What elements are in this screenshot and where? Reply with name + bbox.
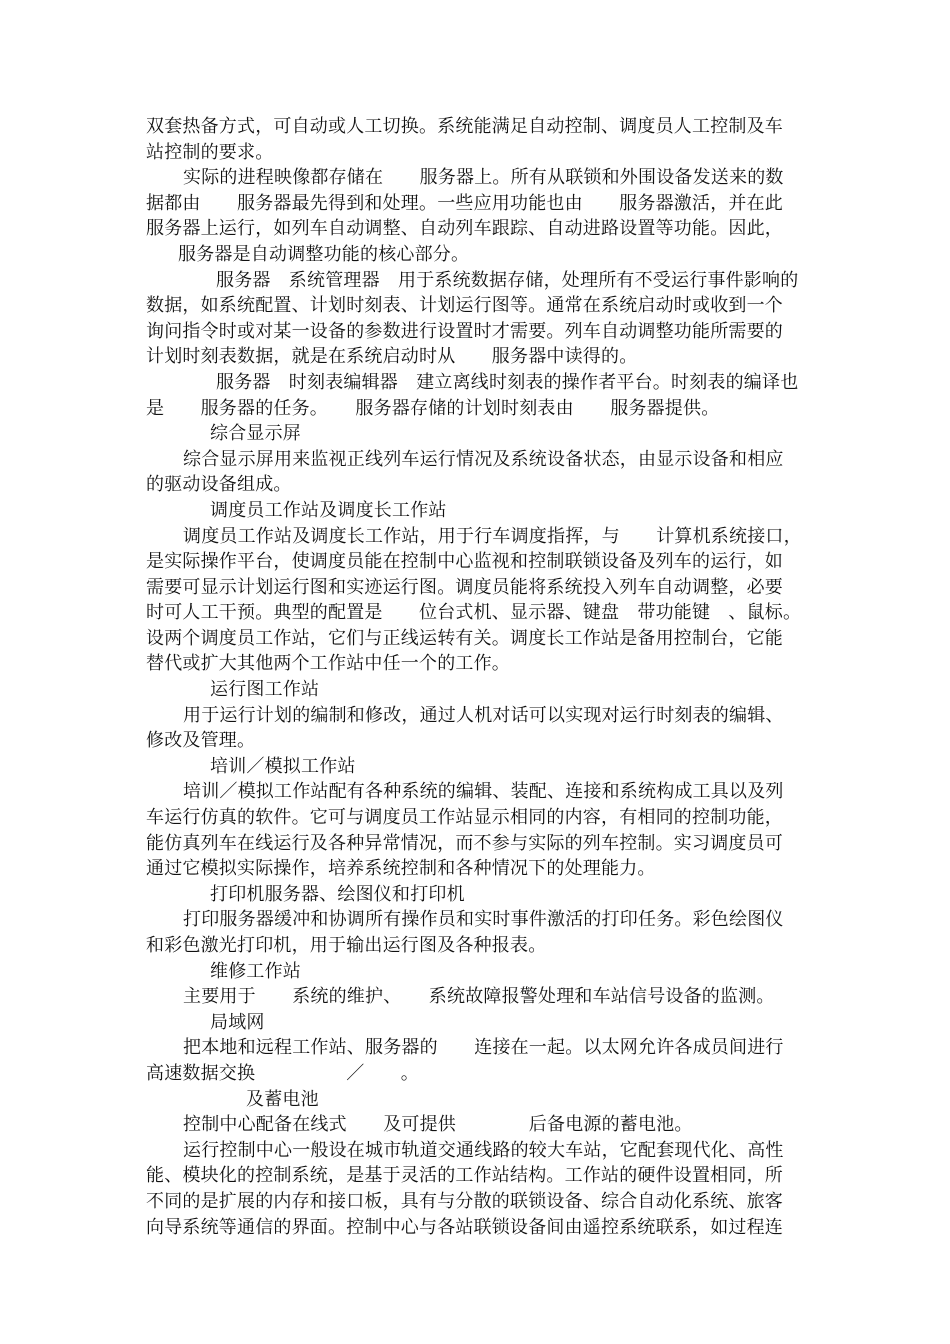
text-line: 是实际操作平台，使调度员能在控制中心监视和控制联锁设备及列车的运行，如 xyxy=(146,551,783,573)
text-line: 询问指令时或对某一设备的参数进行设置时才需要。列车自动调整功能所需要的 xyxy=(146,320,783,342)
text-line: 用于运行计划的编制和修改，通过人机对话可以实现对运行时刻表的编辑、 xyxy=(183,704,784,726)
text-line: 的驱动设备组成。 xyxy=(146,474,292,496)
text-line: 控制中心配备在线式 及可提供 后备电源的蓄电池。 xyxy=(183,1114,693,1136)
text-line: 服务器 时刻表编辑器 建立离线时刻表的操作者平台。时刻表的编译也 xyxy=(216,371,799,393)
text-line: 能仿真列车在线运行及各种异常情况，而不参与实际的列车控制。实习调度员可 xyxy=(146,832,783,854)
text-line: 打印服务器缓冲和协调所有操作员和实时事件激活的打印任务。彩色绘图仪 xyxy=(183,909,784,931)
text-line: 据都由 服务器最先得到和处理。一些应用功能也由 服务器激活，并在此 xyxy=(146,192,783,214)
section-heading: 调度员工作站及调度长工作站 xyxy=(210,499,447,521)
text-line: 向导系统等通信的界面。控制中心与各站联锁设备间由遥控系统联系，如过程连 xyxy=(146,1216,783,1238)
text-line: 设两个调度员工作站，它们与正线运转有关。调度长工作站是备用控制台，它能 xyxy=(146,627,783,649)
text-line: 主要用于 系统的维护、 系统故障报警处理和车站信号设备的监测。 xyxy=(183,986,775,1008)
text-line: 调度员工作站及调度长工作站，用于行车调度指挥，与 计算机系统接口， xyxy=(183,525,802,547)
text-line: 把本地和远程工作站、服务器的 连接在一起。以太网允许各成员间进行 xyxy=(183,1037,784,1059)
text-line: 通过它模拟实际操作，培养系统控制和各种情况下的处理能力。 xyxy=(146,858,656,880)
text-line: 数据，如系统配置、计划时刻表、计划运行图等。通常在系统启动时或收到一个 xyxy=(146,295,783,317)
text-line: 和彩色激光打印机，用于输出运行图及各种报表。 xyxy=(146,935,547,956)
text-line: 高速数据交换 ／ 。 xyxy=(146,1062,419,1084)
text-line: 服务器 系统管理器 用于系统数据存储，处理所有不受运行事件影响的 xyxy=(216,269,799,291)
section-heading: 及蓄电池 xyxy=(246,1088,319,1110)
text-line: 站控制的要求。 xyxy=(146,141,274,163)
text-line: 是 服务器的任务。 服务器存储的计划时刻表由 服务器提供。 xyxy=(146,397,720,419)
text-line: 修改及管理。 xyxy=(146,730,256,752)
section-heading: 运行图工作站 xyxy=(210,679,320,701)
text-line: 培训／模拟工作站配有各种系统的编辑、装配、连接和系统构成工具以及列 xyxy=(183,781,784,803)
text-line: 服务器上运行，如列车自动调整、自动列车跟踪、自动进路设置等功能。因此， xyxy=(146,218,783,240)
section-heading: 维修工作站 xyxy=(210,960,301,982)
text-line: 替代或扩大其他两个工作站中任一个的工作。 xyxy=(146,653,510,675)
text-line: 时可人工干预。典型的配置是 位台式机、显示器、键盘 带功能键 、鼠标。 xyxy=(146,602,802,624)
text-line: 车运行仿真的软件。它可与调度员工作站显示相同的内容，有相同的控制功能， xyxy=(146,807,783,829)
text-line: 服务器是自动调整功能的核心部分。 xyxy=(178,243,470,265)
text-line: 需要可显示计划运行图和实迹运行图。调度员能将系统投入列车自动调整，必要 xyxy=(146,576,783,598)
section-heading: 培训／模拟工作站 xyxy=(210,755,356,777)
section-heading: 打印机服务器、绘图仪和打印机 xyxy=(210,883,465,905)
text-line: 综合显示屏用来监视正线列车运行情况及系统设备状态，由显示设备和相应 xyxy=(183,448,784,470)
text-line: 不同的是扩展的内存和接口板，具有与分散的联锁设备、综合自动化系统、旅客 xyxy=(146,1190,783,1212)
text-line: 运行控制中心一般设在城市轨道交通线路的较大车站，它配套现代化、高性 xyxy=(183,1139,784,1161)
text-line: 实际的进程映像都存储在 服务器上。所有从联锁和外围设备发送来的数 xyxy=(183,167,784,189)
text-line: 双套热备方式，可自动或人工切换。系统能满足自动控制、调度员人工控制及车 xyxy=(146,116,783,137)
document-page xyxy=(146,114,810,1240)
text-line: 计划时刻表数据，就是在系统启动时从 服务器中读得的。 xyxy=(146,346,638,368)
text-line: 能、模块化的控制系统，是基于灵活的工作站结构。工作站的硬件设置相同，所 xyxy=(146,1165,783,1187)
section-heading: 综合显示屏 xyxy=(210,423,301,445)
section-heading: 局域网 xyxy=(210,1011,265,1033)
